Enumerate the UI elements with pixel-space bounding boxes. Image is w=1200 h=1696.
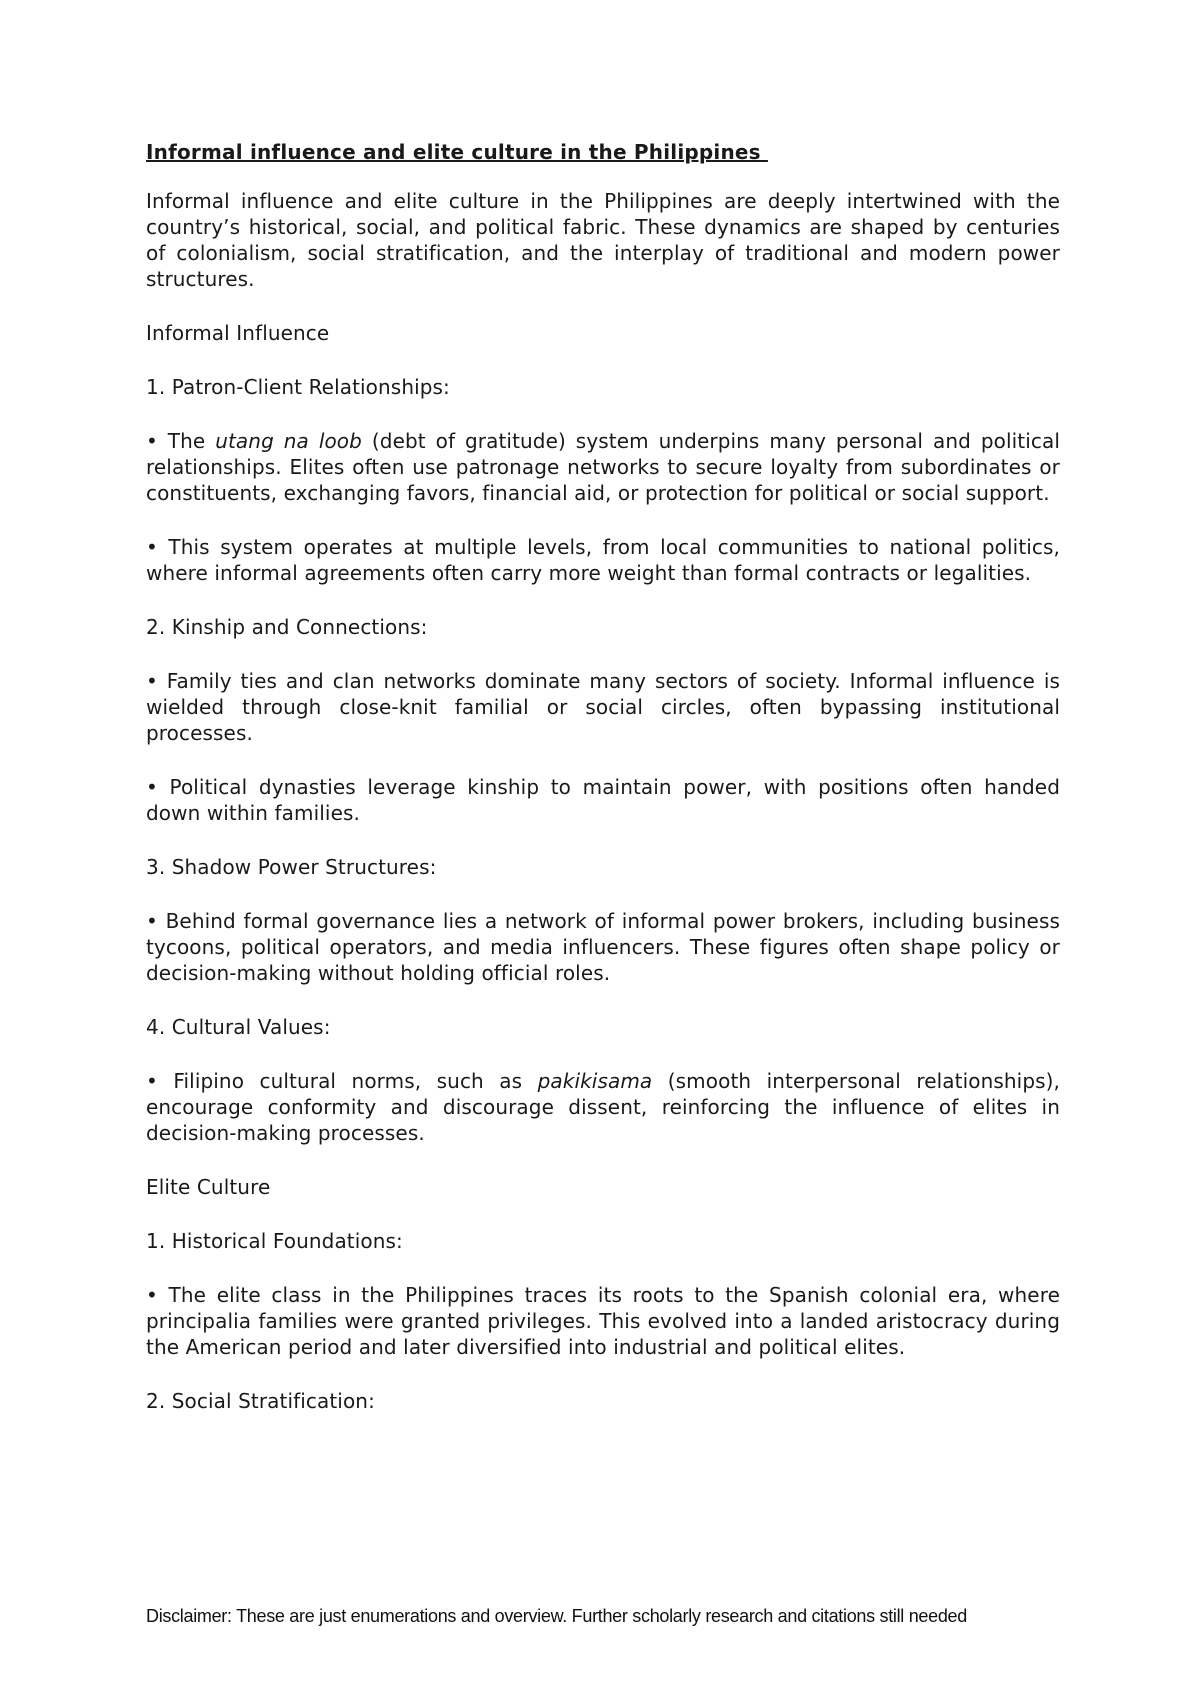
subheading-cultural-values: 4. Cultural Values: — [146, 1015, 331, 1039]
subheading-kinship: 2. Kinship and Connections: — [146, 615, 428, 639]
intro-paragraph: Informal influence and elite culture in the Philippines are deeply intertwined with the country’s historical, social, and political fabric. These dynamics are shaped by centuries of colonialism, social stratification, and the interplay of traditional and modern power structures. — [146, 189, 1060, 291]
bullet-political-dynasties: • Political dynasties leverage kinship to maintain power, with positions often handed down within families. — [146, 775, 1060, 825]
document-body — [146, 140, 1060, 1442]
term-pakikisama: pakikisama — [537, 1069, 653, 1093]
bullet-elite-class-roots: • The elite class in the Philippines traces its roots to the Spanish colonial era, where principalia families were granted privileges. This evolved into a landed aristocracy during the American period and later diversified into industrial and political elites. — [146, 1283, 1060, 1359]
bullet-text: • The — [146, 429, 216, 453]
subheading-historical: 1. Historical Foundations: — [146, 1229, 403, 1253]
subheading-social-stratification: 2. Social Stratification: — [146, 1389, 375, 1413]
document-title: Informal influence and elite culture in the Philippines — [146, 140, 768, 164]
subheading-patron-client: 1. Patron-Client Relationships: — [146, 375, 450, 399]
bullet-power-brokers: • Behind formal governance lies a network of informal power brokers, including business tycoons, political operators, and media influencers. These figures often shape policy or decision-making without holding official roles. — [146, 909, 1060, 985]
section-heading-informal-influence: Informal Influence — [146, 321, 330, 345]
bullet-text: • Filipino cultural norms, such as — [146, 1069, 538, 1093]
bullet-utang-na-loob — [146, 428, 1060, 506]
term-utang-na-loob: utang na loob — [215, 429, 362, 453]
subheading-shadow-power: 3. Shadow Power Structures: — [146, 855, 437, 879]
page-footer-disclaimer: Disclaimer: These are just enumerations and overview. Further scholarly research and citations still needed — [146, 1606, 967, 1626]
bullet-pakikisama — [146, 1068, 1060, 1146]
bullet-text: (debt of gratitude) system underpins many personal and political relationships. Elites often use patronage networks to secure loyalty from subordinates or constituents, exchanging favors, financial aid, or protection for political or social support. — [146, 429, 1060, 505]
bullet-text: (smooth interpersonal relationships), encourage conformity and discourage dissent, reinforcing the influence of elites in decision-making processes. — [146, 1069, 1060, 1145]
section-heading-elite-culture: Elite Culture — [146, 1175, 271, 1199]
bullet-multiple-levels: • This system operates at multiple levels, from local communities to national politics, where informal agreements often carry more weight than formal contracts or legalities. — [146, 535, 1060, 585]
bullet-family-ties: • Family ties and clan networks dominate many sectors of society. Informal influence is wielded through close-knit familial or social circles, often bypassing institutional processes. — [146, 669, 1060, 745]
